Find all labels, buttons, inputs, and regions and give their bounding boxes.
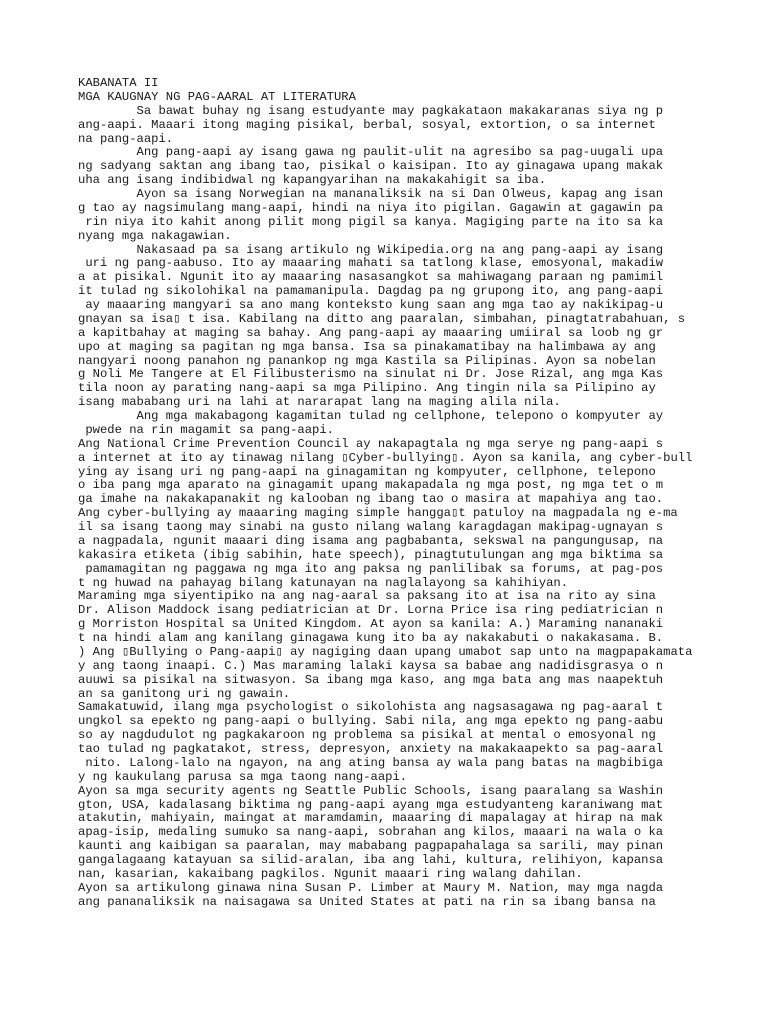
text-line: a nagpadala, ngunit maaari ding isama ang pagbabanta, sekswal na pangungusap, na (78, 533, 664, 548)
text-line: il sa isang taong may sinabi na gusto nilang walang karagdagan makipag-ugnayan s (78, 520, 664, 534)
text-line: g Morriston Hospital sa United Kingdom. At ayon sa kanila: A.) Maraming nananaki (78, 617, 664, 632)
text-line: a at pisikal. Ngunit ito ay maaaring nasasangkot sa mahiwagang paraan ng pamimil (78, 270, 664, 285)
text-line: ga imahe na nakakapanakit ng kalooban ng ibang tao o masira at mapahiya ang tao. (78, 492, 664, 507)
text-line: kaunti ang kaibigan sa paaralan, may mababang pagpapahalaga sa sarili, may pinan (78, 839, 664, 854)
text-line: t na hindi alam ang kanilang ginagawa kung ito ba ay nakakabuti o nakakasama. B. (78, 631, 664, 645)
text-line: nangyari noong panahon ng panankop ng mga Kastila sa Pilipinas. Ayon sa nobelan (78, 353, 656, 368)
text-line: MGA KAUGNAY NG PAG-AARAL AT LITERATURA (78, 89, 356, 104)
text-line: apag-isip, medaling sumuko sa nang-aapi, sobrahan ang kilos, maaari na wala o ka (78, 825, 664, 840)
text-line: an sa ganitong uri ng gawain. (78, 686, 291, 701)
text-line: uri ng pang-aabuso. Ito ay maaaring mahati sa tatlong klase, emosyonal, makadiw (78, 256, 664, 271)
text-line: auuwi sa pisikal na sitwasyon. Sa ibang mga kaso, ang mga bata ang mas naapektuh (78, 672, 664, 687)
text-line: tao tulad ng pagkatakot, stress, depresyon, anxiety na makakaapekto sa pag-aaral (78, 742, 664, 756)
text-line: KABANATA II (78, 76, 159, 90)
text-line: Ayon sa artikulong ginawa nina Susan P. Limber at Maury M. Nation, may mga nagda (78, 880, 664, 895)
text-line: Nakasaad pa sa isang artikulo ng Wikipedia.org na ang pang-aapi ay isang (78, 242, 664, 257)
text-line: Sa bawat buhay ng isang estudyante may pagkakataon makakaranas siya ng p (78, 103, 664, 118)
text-line: nito. Lalong-lalo na ngayon, na ang ating bansa ay wala pang batas na magbibiga (78, 755, 664, 770)
text-line: ang-aapi. Maaari itong maging pisikal, berbal, sosyal, extortion, o sa internet (78, 117, 656, 132)
text-line: atakutin, mahiyain, maingat at maramdamin, maaaring di mapalagay at hirap na mak (78, 811, 664, 826)
document-page (78, 77, 758, 910)
text-line: Ayon sa isang Norwegian na mananaliksik na si Dan Olweus, kapag ang isan (78, 187, 664, 201)
text-line: gton, USA, kadalasang biktima ng pang-aapi ayang mga estudyanteng karaniwang mat (78, 797, 664, 812)
text-line: g tao ay nagsimulang mang-aapi, hindi na niya ito pigilan. Gagawin at gagawin pa (78, 200, 664, 215)
text-line: ang pananaliksik na naisagawa sa United States at pati na rin sa ibang bansa na (78, 894, 656, 909)
text-line: rin niya ito kahit anong pilit mong pigil sa kanya. Magiging parte na ito sa ka (78, 214, 664, 229)
text-line: Maraming mga siyentipiko na ang nag-aaral sa paksang ito at isa na rito ay sina (78, 589, 656, 604)
text-line: Ang pang-aapi ay isang gawa ng paulit-ulit na agresibo sa pag-uugali upa (78, 145, 664, 160)
text-line: pamamagitan ng paggawa ng mga ito ang paksa ng panlilibak sa forums, at pag-pos (78, 561, 664, 576)
text-line: upo at maging sa pagitan ng mga bansa. Isa sa pinakamatibay na halimbawa ay ang (78, 339, 656, 354)
text-line: gangalagaang katayuan sa silid-aralan, iba ang lahi, kultura, relihiyon, kapansa (78, 853, 664, 867)
text-line: uha ang isang indibidwal ng kapangyarihan na makakahigit sa iba. (78, 173, 547, 188)
text-line: a kapitbahay at maging sa bahay. Ang pang-aapi ay maaaring umiiral sa loob ng gr (78, 325, 664, 340)
text-line: nyang mga nakagawian. (78, 228, 232, 243)
text-line: na pang-aapi. (78, 131, 174, 146)
text-line: g Noli Me Tangere at El Filibusterismo na sinulat ni Dr. Jose Rizal, ang mga Kas (78, 367, 664, 382)
text-line: Ang National Crime Prevention Council ay nakapagtala ng mga serye ng pang-aapi s (78, 436, 664, 451)
text-line: ) Ang ▯Bullying o Pang-aapi▯ ay nagiging daan upang umabot sap unto na magpapakamata (78, 644, 693, 659)
text-line: kakasira etiketa (ibig sabihin, hate speech), pinagtutulungan ang mga biktima sa (78, 547, 664, 562)
text-line: y ang taong inaapi. C.) Mas maraming lalaki kaysa sa babae ang nadidisgrasya o n (78, 658, 664, 673)
text-line: o iba pang mga aparato na ginagamit upang makapadala ng mga post, ng mga tet o m (78, 478, 664, 493)
text-line: ay maaaring mangyari sa ano mang konteksto kung saan ang mga tao ay nakikipag-u (78, 298, 664, 312)
text-line: so ay nagdudulot ng pagkakaroon ng problema sa pisikal at mental o emosyonal ng (78, 728, 656, 743)
text-line: tila noon ay parating nang-aapi sa mga Pilipino. Ang tingin nila sa Pilipino ay (78, 381, 656, 396)
text-line: a internet at ito ay tinawag nilang ▯Cyber-bullying▯. Ayon sa kanila, ang cyber-bull (78, 450, 693, 465)
text-line: t ng huwad na pahayag bilang katunayan na naglalayong sa kahihiyan. (78, 575, 569, 590)
text-line: y ng kaukulang parusa sa mga taong nang-aapi. (78, 769, 408, 784)
text-line: ng sadyang saktan ang ibang tao, pisikal o kaisipan. Ito ay ginagawa upang makak (78, 159, 664, 174)
text-line: ying ay isang uri ng pang-aapi na ginagamitan ng kompyuter, cellphone, telepono (78, 464, 656, 479)
text-line: Ayon sa mga security agents ng Seattle Public Schools, isang paaralang sa Washin (78, 783, 664, 798)
text-line: gnayan sa isa▯ t isa. Kabilang na ditto ang paaralan, simbahan, pinagtatrabahuan, s (78, 311, 686, 326)
text-line: isang mababang uri na lahi at nararapat lang na maging alila nila. (78, 395, 561, 410)
text-line: Ang mga makabagong kagamitan tulad ng cellphone, telepono o kompyuter ay (78, 409, 664, 423)
text-line: Samakatuwid, ilang mga psychologist o sikolohista ang nagsasagawa ng pag-aaral t (78, 700, 664, 715)
text-line: pwede na rin magamit sa pang-aapi. (78, 422, 334, 437)
text-line: ungkol sa epekto ng pang-aapi o bullying. Sabi nila, ang mga epekto ng pang-aabu (78, 714, 664, 729)
text-line: Dr. Alison Maddock isang pediatrician at Dr. Lorna Price isa ring pediatrician n (78, 603, 664, 618)
text-line: it tulad ng sikolohikal na pamamanipula. Dagdag pa ng grupong ito, ang pang-aapi (78, 284, 664, 299)
text-line: Ang cyber-bullying ay maaaring maging simple hangga▯t patuloy na magpadala ng e-ma (78, 506, 678, 521)
text-line: nan, kasarian, kakaibang pagkilos. Ngunit maaari ring walang dahilan. (78, 866, 583, 881)
